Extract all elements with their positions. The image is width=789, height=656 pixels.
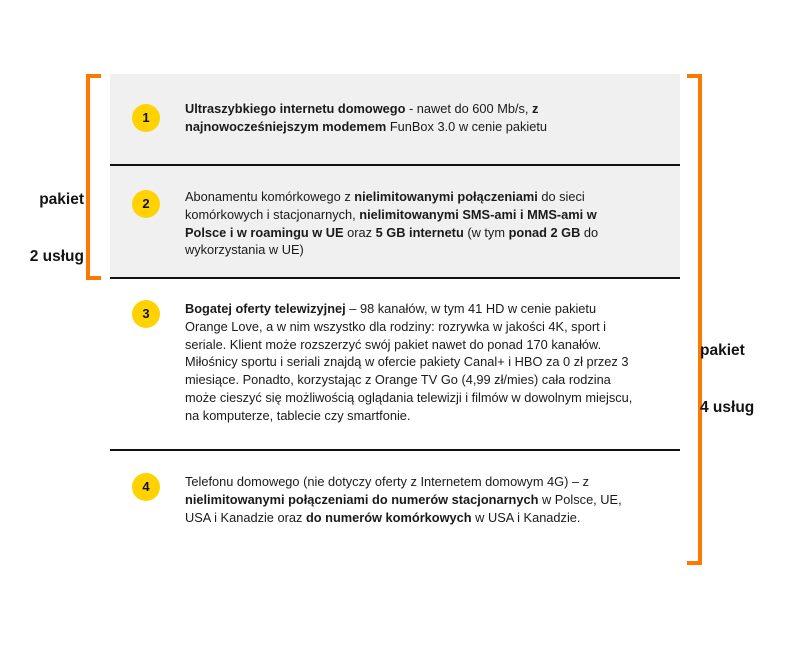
item-number-badge: 4 — [132, 473, 160, 501]
label-package-4-services — [700, 303, 754, 455]
separator-rule-1 — [110, 164, 680, 166]
bracket-arm-bottom — [687, 561, 702, 565]
separator-rule-3 — [110, 449, 680, 451]
bracket-arm-top — [86, 74, 101, 78]
bracket-arm-bottom — [86, 276, 101, 280]
bracket-arm-top — [687, 74, 702, 78]
item-number-badge: 2 — [132, 190, 160, 218]
item-description: Ultraszybkiego internetu domowego - nawet do 600 Mb/s, z najnowocześniejszym modemem FunBox 3.0 w cenie pakietu — [185, 101, 548, 134]
label-right-line-2: 4 usług — [700, 399, 755, 416]
label-package-2-services — [30, 152, 84, 304]
item-number-badge: 1 — [132, 104, 160, 132]
separator-rule-2 — [110, 277, 680, 279]
bracket-stem — [86, 74, 90, 280]
item-description: Abonamentu komórkowego z nielimitowanymi połączeniami do sieci komórkowych i stacjonarnych, nielimitowanymi SMS-ami i MMS-ami w Polsce i w roamingu w UE oraz 5 GB internetu (w tym ponad 2 GB do wykorzystania w UE) — [185, 189, 599, 258]
item-description: Telefonu domowego (nie dotyczy oferty z Internetem domowym 4G) – z nielimitowanymi połączeniami do numerów stacjonarnych w Polsce, UE, USA i Kanadzie oraz do numerów komórkowych w USA i Kanadzie. — [185, 474, 622, 525]
left-bracket-2-services — [86, 74, 102, 280]
item-number-badge: 3 — [132, 300, 160, 328]
item-description: Bogatej oferty telewizyjnej – 98 kanałów, w tym 41 HD w cenie pakietu Orange Love, a w nim wszystko dla rodziny: rozrywka w jakości 4K, sport i seriale. Klient może rozszerzyć swój pakiet nawet do ponad 170 kanałów. Miłośnicy sportu i seriali znajdą w ofercie pakiety Canal+ i HBO za 0 zł przez 3 miesiące. Ponadto, korzystając z Orange TV Go (4,99 zł/mies) cała rodzina może cieszyć się możliwością oglądania telewizji i filmów w dowolnym miejscu, na komputerze, tablecie czy smartfonie. — [185, 301, 633, 423]
label-right-line-1: pakiet — [700, 342, 745, 359]
label-left-line-2: 2 usług — [29, 248, 84, 265]
label-left-line-1: pakiet — [39, 191, 84, 208]
